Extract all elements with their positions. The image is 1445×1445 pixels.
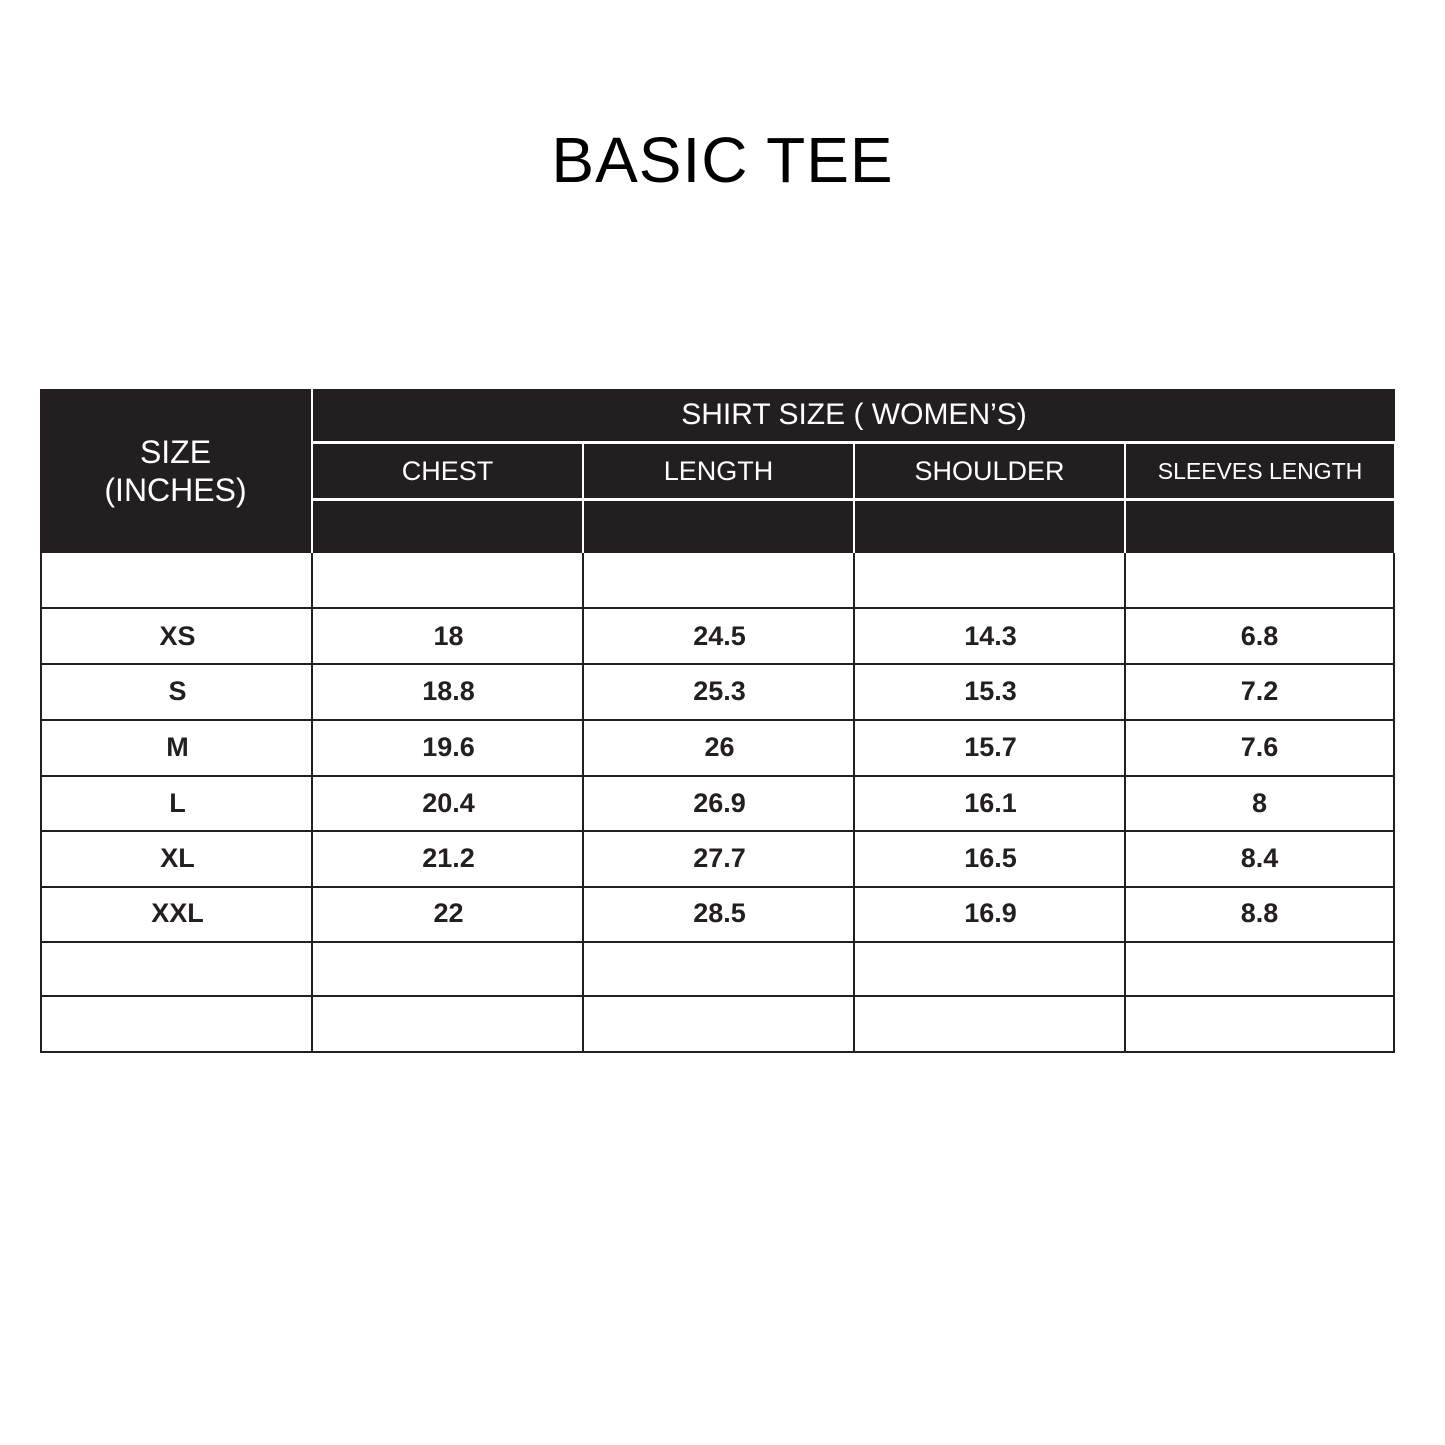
sleeves-cell: 8.8 xyxy=(1240,898,1279,928)
chest-cell: 21.2 xyxy=(422,843,475,873)
chest-cell: 22 xyxy=(433,898,464,928)
size-cell: XXL xyxy=(151,898,204,928)
sleeves-cell: 6.8 xyxy=(1240,621,1279,651)
length-cell: 28.5 xyxy=(693,898,746,928)
length-cell: 25.3 xyxy=(693,676,746,706)
shoulder-cell: 14.3 xyxy=(964,621,1017,651)
column-subheader-shoulder xyxy=(855,501,1124,553)
table-row-m xyxy=(42,720,1393,775)
length-cell: 24.5 xyxy=(693,621,746,651)
shoulder-cell: 16.9 xyxy=(964,898,1017,928)
chest-cell: 19.6 xyxy=(422,732,475,762)
sleeves-cell: 8.4 xyxy=(1240,843,1279,873)
column-header-sleeves-length: SLEEVES LENGTH xyxy=(1126,444,1394,498)
size-cell: S xyxy=(168,676,187,706)
column-subheader-sleeves-length xyxy=(1126,501,1394,553)
size-chart-table xyxy=(40,389,1395,1053)
chest-cell: 18 xyxy=(433,621,464,651)
size-header-line2: (INCHES) xyxy=(104,472,247,508)
table-row-xxl xyxy=(42,886,1393,941)
size-cell: XS xyxy=(159,621,196,651)
column-header-shoulder: SHOULDER xyxy=(855,444,1124,498)
shirt-size-group-header: SHIRT SIZE ( WOMEN’S) xyxy=(313,389,1395,441)
table-body xyxy=(40,553,1395,1053)
size-cell: L xyxy=(169,788,186,818)
shoulder-cell: 16.5 xyxy=(964,843,1017,873)
size-cell: XL xyxy=(160,843,195,873)
length-cell: 26.9 xyxy=(693,788,746,818)
grid-hline xyxy=(42,995,1393,997)
size-cell: M xyxy=(166,732,189,762)
size-column-header xyxy=(40,389,311,553)
sleeves-cell: 7.2 xyxy=(1240,676,1279,706)
chest-cell: 18.8 xyxy=(422,676,475,706)
size-header-line1: SIZE xyxy=(139,434,212,470)
length-cell: 26 xyxy=(704,732,735,762)
chest-cell: 20.4 xyxy=(422,788,475,818)
sleeves-cell: 8 xyxy=(1251,788,1268,818)
sleeves-cell: 7.6 xyxy=(1240,732,1279,762)
table-row-l xyxy=(42,776,1393,831)
table-row-s xyxy=(42,664,1393,719)
shoulder-cell: 16.1 xyxy=(964,788,1017,818)
column-subheader-length xyxy=(584,501,853,553)
table-row-xs xyxy=(42,609,1393,664)
column-header-chest: CHEST xyxy=(313,444,582,498)
shoulder-cell: 15.3 xyxy=(964,676,1017,706)
page-title: BASIC TEE xyxy=(551,124,894,196)
table-row-xl xyxy=(42,831,1393,886)
column-header-length: LENGTH xyxy=(584,444,853,498)
grid-hline xyxy=(42,941,1393,943)
length-cell: 27.7 xyxy=(693,843,746,873)
shoulder-cell: 15.7 xyxy=(964,732,1017,762)
column-subheader-chest xyxy=(313,501,582,553)
